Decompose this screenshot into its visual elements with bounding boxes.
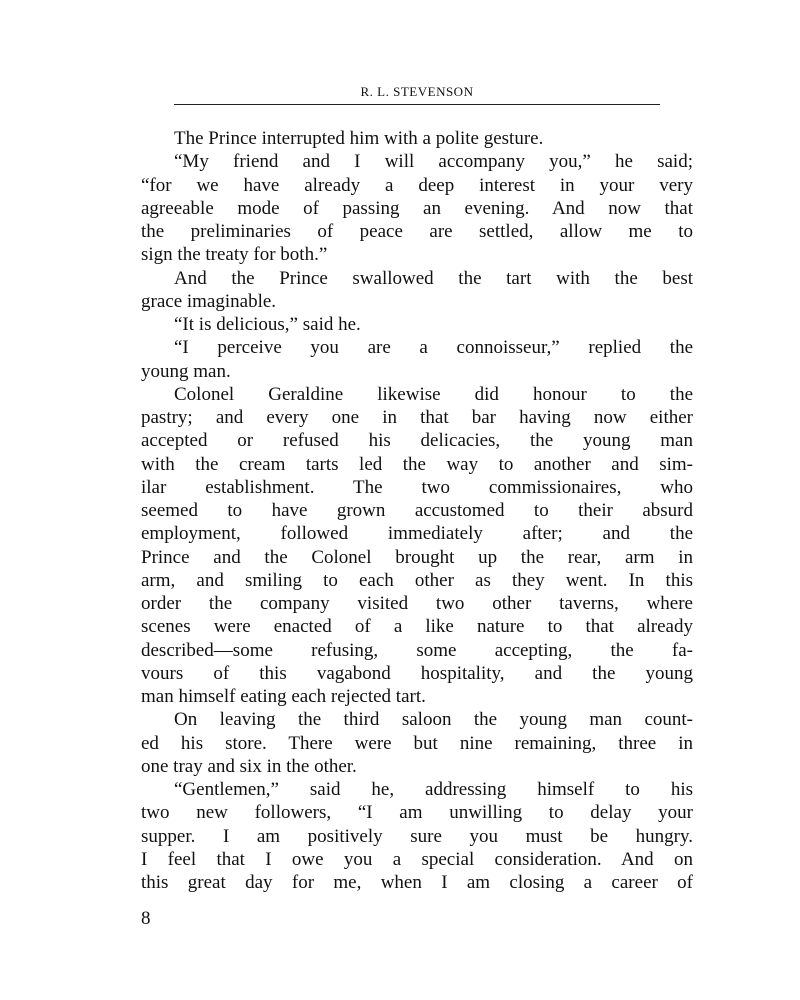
body-text bbox=[141, 127, 693, 894]
page-number: 8 bbox=[141, 908, 151, 929]
text-line: scenes were enacted of a like nature to that already bbox=[141, 616, 693, 638]
text-line: arm, and smiling to each other as they went. In this bbox=[141, 569, 693, 591]
text-line: employment, followed immediately after; and the bbox=[141, 523, 693, 545]
text-line: order the company visited two other taverns, where bbox=[141, 593, 693, 614]
text-line: this great day for me, when I am closing a career of bbox=[141, 872, 693, 893]
text-line: “My friend and I will accompany you,” he said; bbox=[174, 151, 693, 173]
text-line: grace imaginable. bbox=[141, 290, 277, 312]
text-line: Prince and the Colonel brought up the rear, arm in bbox=[141, 546, 693, 568]
text-line: agreeable mode of passing an evening. And now that bbox=[141, 197, 693, 219]
text-line: I feel that I owe you a special consideration. And on bbox=[141, 848, 693, 870]
text-line: And the Prince swallowed the tart with the best bbox=[174, 267, 693, 289]
text-line: ed his store. There were but nine remaining, three in bbox=[141, 732, 693, 754]
text-line: vours of this vagabond hospitality, and the young bbox=[141, 662, 693, 684]
text-line: On leaving the third saloon the young man count- bbox=[174, 709, 693, 731]
text-line: young man. bbox=[141, 360, 231, 382]
text-line: “for we have already a deep interest in your very bbox=[141, 174, 693, 196]
header-rule bbox=[174, 104, 660, 105]
text-line: “I perceive you are a connoisseur,” replied the bbox=[174, 337, 693, 359]
text-line: man himself eating each rejected tart. bbox=[141, 686, 426, 707]
text-line: two new followers, “I am unwilling to delay your bbox=[141, 802, 693, 824]
text-line: accepted or refused his delicacies, the young man bbox=[141, 430, 693, 452]
text-line: described—some refusing, some accepting, the fa- bbox=[141, 639, 693, 661]
text-line: “Gentlemen,” said he, addressing himself to his bbox=[174, 779, 693, 800]
text-line: ilar establishment. The two commissionaires, who bbox=[141, 476, 693, 498]
text-line: supper. I am positively sure you must be hungry. bbox=[141, 825, 693, 847]
text-line: one tray and six in the other. bbox=[141, 755, 357, 777]
text-line: pastry; and every one in that bar having now either bbox=[141, 407, 693, 428]
text-line: Colonel Geraldine likewise did honour to the bbox=[174, 383, 693, 405]
text-line: sign the treaty for both.” bbox=[141, 244, 328, 266]
text-line: seemed to have grown accustomed to their absurd bbox=[141, 500, 693, 521]
running-head: R. L. STEVENSON bbox=[360, 84, 474, 99]
text-line: the preliminaries of peace are settled, allow me to bbox=[141, 221, 693, 242]
text-line: The Prince interrupted him with a polite gesture. bbox=[174, 128, 544, 149]
text-line: with the cream tarts led the way to another and sim- bbox=[141, 453, 693, 475]
text-line: “It is delicious,” said he. bbox=[174, 314, 361, 335]
